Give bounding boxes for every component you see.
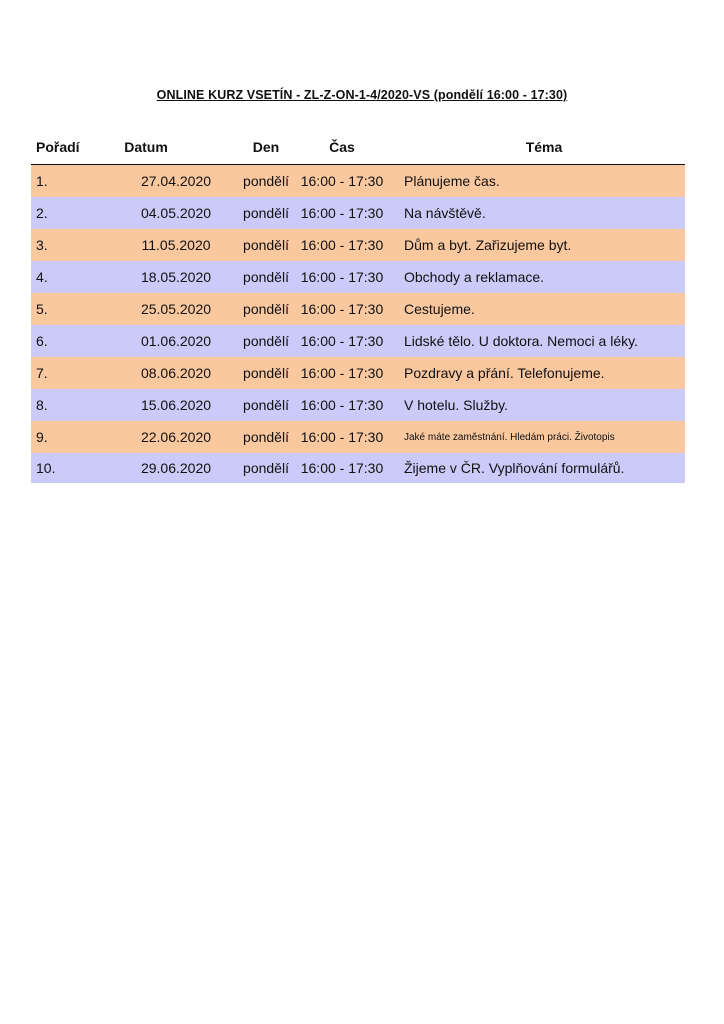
row-date: 22.06.2020 xyxy=(140,429,212,445)
row-time: 16:00 - 17:30 xyxy=(300,269,384,285)
row-time: 16:00 - 17:30 xyxy=(300,301,384,317)
row-date: 15.06.2020 xyxy=(140,397,212,413)
header-order: Pořadí xyxy=(36,139,80,155)
row-day: pondělí xyxy=(243,205,289,221)
row-topic: Obchody a reklamace. xyxy=(404,269,545,285)
table-row xyxy=(31,453,685,483)
row-time: 16:00 - 17:30 xyxy=(300,173,384,189)
row-date: 01.06.2020 xyxy=(140,333,212,349)
row-date: 18.05.2020 xyxy=(140,269,212,285)
row-order: 6. xyxy=(36,333,48,349)
row-topic: Pozdravy a přání. Telefonujeme. xyxy=(404,365,605,381)
row-date: 08.06.2020 xyxy=(140,365,212,381)
row-topic: V hotelu. Služby. xyxy=(404,397,509,413)
document-title: ONLINE KURZ VSETÍN - ZL-Z-ON-1-4/2020-VS (pondělí 16:00 - 17:30) xyxy=(156,88,568,102)
header-date: Datum xyxy=(124,139,168,155)
table-row xyxy=(31,165,685,197)
row-day: pondělí xyxy=(243,397,289,413)
row-time: 16:00 - 17:30 xyxy=(300,237,384,253)
row-order: 10. xyxy=(36,460,56,476)
row-day: pondělí xyxy=(243,301,289,317)
row-topic: Cestujeme. xyxy=(404,301,475,317)
row-topic: Žijeme v ČR. Vyplňování formulářů. xyxy=(404,460,625,476)
row-day: pondělí xyxy=(243,237,289,253)
header-time: Čas xyxy=(329,139,355,155)
row-time: 16:00 - 17:30 xyxy=(300,397,384,413)
row-topic: Plánujeme čas. xyxy=(404,173,500,189)
row-order: 4. xyxy=(36,269,48,285)
row-topic: Lidské tělo. U doktora. Nemoci a léky. xyxy=(404,333,638,349)
table-row xyxy=(31,197,685,229)
row-time: 16:00 - 17:30 xyxy=(300,205,384,221)
table-row xyxy=(31,389,685,421)
header-day: Den xyxy=(252,139,280,155)
row-time: 16:00 - 17:30 xyxy=(300,333,384,349)
table-row xyxy=(31,261,685,293)
row-order: 5. xyxy=(36,301,48,317)
row-day: pondělí xyxy=(243,333,289,349)
row-topic: Na návštěvě. xyxy=(404,205,486,221)
row-day: pondělí xyxy=(243,429,289,445)
table-row xyxy=(31,325,685,357)
row-order: 3. xyxy=(36,237,48,253)
row-date: 25.05.2020 xyxy=(140,301,212,317)
row-date: 29.06.2020 xyxy=(140,460,212,476)
row-date: 04.05.2020 xyxy=(140,205,212,221)
row-day: pondělí xyxy=(243,269,289,285)
row-time: 16:00 - 17:30 xyxy=(300,429,384,445)
row-day: pondělí xyxy=(243,365,289,381)
row-day: pondělí xyxy=(243,173,289,189)
table-header-row xyxy=(31,130,685,165)
table-row xyxy=(31,421,685,453)
header-topic: Téma xyxy=(525,139,563,155)
course-schedule-table xyxy=(31,130,685,483)
table-row xyxy=(31,293,685,325)
row-time: 16:00 - 17:30 xyxy=(300,365,384,381)
row-topic: Dům a byt. Zařizujeme byt. xyxy=(404,237,572,253)
row-date: 27.04.2020 xyxy=(140,173,212,189)
row-order: 9. xyxy=(36,429,48,445)
row-date: 11.05.2020 xyxy=(141,237,211,253)
row-topic: Jaké máte zaměstnání. Hledám práci. Životopis xyxy=(404,431,615,443)
row-time: 16:00 - 17:30 xyxy=(300,460,384,476)
row-order: 2. xyxy=(36,205,48,221)
table-row xyxy=(31,229,685,261)
row-day: pondělí xyxy=(243,460,289,476)
table-row xyxy=(31,357,685,389)
row-order: 1. xyxy=(36,173,48,189)
row-order: 8. xyxy=(36,397,48,413)
row-order: 7. xyxy=(36,365,48,381)
